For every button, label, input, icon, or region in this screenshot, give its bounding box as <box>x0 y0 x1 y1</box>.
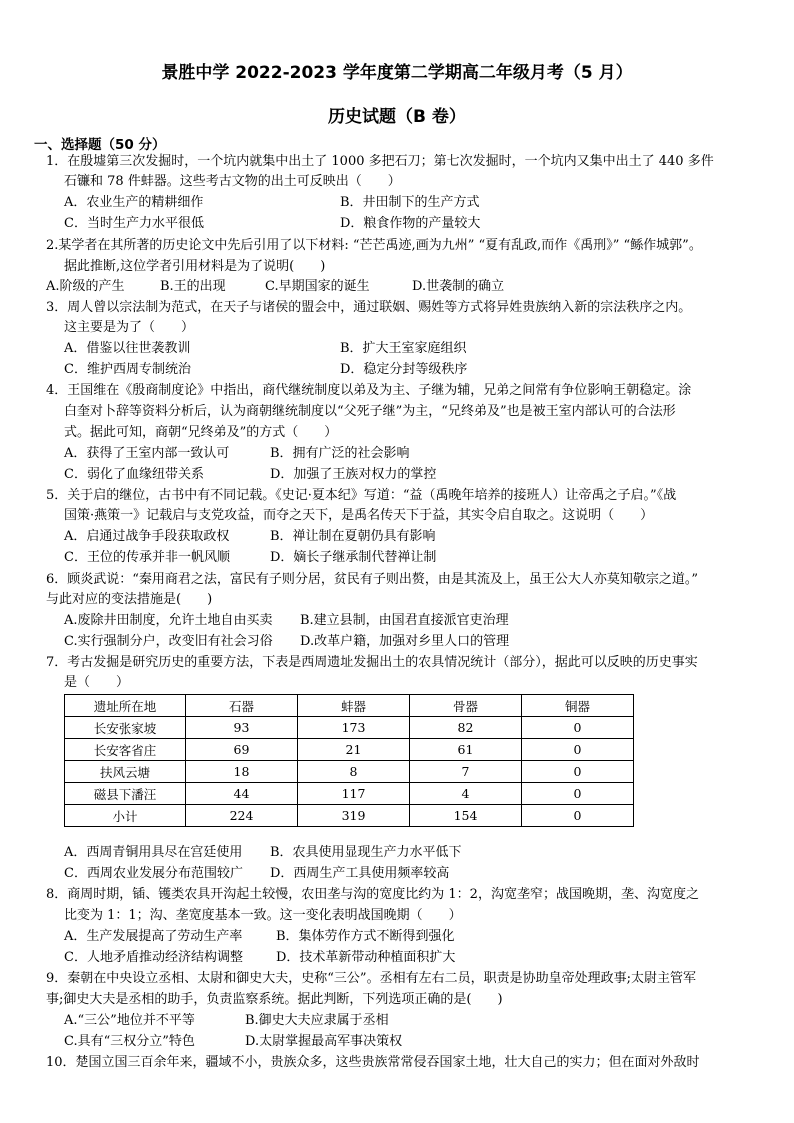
q7-option-c: C．西周农业发展分布范围较广 <box>64 866 243 881</box>
q6-option-b: B.建立县制，由国君直接派官吏治理 <box>300 613 509 628</box>
table-cell: 61 <box>410 739 522 761</box>
q6-stem-line2: 与此对应的变法措施是( ) <box>46 592 213 607</box>
table-cell: 18 <box>186 761 298 783</box>
table-cell: 0 <box>522 805 634 827</box>
q5-stem-line1: 5．关于启的继位，古书中有不同记载。《史记·夏本纪》写道：“益（禹晚年培养的接班人）让帝禹之子启。”《战 <box>46 488 677 503</box>
q8-stem-line1: 8．商周时期，锸、镬类农具开沟起土较慢，农田垄与沟的宽度比约为 1：2，沟宽垄窄；战国晚期，垄、沟宽度之 <box>46 887 699 902</box>
table-cell: 扶风云塘 <box>65 761 186 783</box>
table-cell: 长安张家坡 <box>65 717 186 739</box>
q5-option-d: D．嫡长子继承制代替禅让制 <box>270 550 437 565</box>
q7-option-b: B．农具使用显现生产力水平低下 <box>270 845 462 860</box>
q2-stem-line2: 据此推断,这位学者引用材料是为了说明( ) <box>64 259 326 274</box>
table-cell: 4 <box>410 783 522 805</box>
table-row <box>65 761 634 783</box>
q7-data-table <box>64 694 634 827</box>
q5-stem-line2: 国策·燕策一》记载启与支党攻益，而夺之天下，是禹名传天下于益，其实令启自取之。这说明（ ） <box>64 508 654 523</box>
q3-option-b: B．扩大王室家庭组织 <box>340 341 467 356</box>
q7-stem-line2: 是（ ） <box>64 675 130 690</box>
q9-option-b: B.御史大夫应隶属于丞相 <box>245 1013 389 1028</box>
q9-option-a: A.“三公”地位并不平等 <box>64 1013 195 1028</box>
q1-stem-line2: 石镰和 78 件蚌器。这些考古文物的出土可反映出（ ） <box>64 174 401 189</box>
q6-option-d: D.改革户籍，加强对乡里人口的管理 <box>300 634 510 649</box>
table-header-cell: 遗址所在地 <box>65 695 186 717</box>
q8-option-b: B．集体劳作方式不断得到强化 <box>276 929 455 944</box>
q1-stem-line1: 1．在殷墟第三次发掘时，一个坑内就集中出土了 1000 多把石刀；第七次发掘时，一个坑内又集中出土了 440 多件 <box>46 154 714 169</box>
table-cell: 0 <box>522 761 634 783</box>
q2-option-a: A.阶级的产生 <box>46 279 125 294</box>
q6-stem-line1: 6．顾炎武说：“秦用商君之法，富民有子则分居，贫民有子则出赘，由是其流及上，虽王公大人亦莫知敬宗之道。” <box>46 572 699 587</box>
table-cell: 0 <box>522 717 634 739</box>
q6-option-c: C.实行强制分户，改变旧有社会习俗 <box>64 634 273 649</box>
table-cell: 磁县下潘汪 <box>65 783 186 805</box>
q10-stem-line1: 10．楚国立国三百余年来，疆域不小，贵族众多，这些贵族常常侵吞国家土地，壮大自己的实力；但在面对外敌时 <box>46 1055 700 1070</box>
q4-option-a: A．获得了王室内部一致认可 <box>64 446 230 461</box>
q3-option-d: D．稳定分封等级秩序 <box>340 362 468 377</box>
q8-option-d: D．技术革新带动种植面积扩大 <box>276 950 456 965</box>
q5-option-b: B．禅让制在夏朝仍具有影响 <box>270 529 436 544</box>
table-cell: 7 <box>410 761 522 783</box>
q2-option-b: B.王的出现 <box>160 279 226 294</box>
q4-stem-line1: 4．王国维在《殷商制度论》中指出，商代继统制度以弟及为主、子继为辅，兄弟之间常有争位影响王朝稳定。涂 <box>46 383 692 398</box>
table-row <box>65 805 634 827</box>
table-cell: 0 <box>522 783 634 805</box>
table-cell: 8 <box>298 761 410 783</box>
q9-stem-line1: 9．秦朝在中央设立丞相、太尉和御史大夫，史称“三公”。丞相有左右二员，职责是协助皇帝处理政事;太尉主管军 <box>46 971 696 986</box>
q9-stem-line2: 事;御史大夫是丞相的助手，负责监察系统。据此判断，下列选项正确的是( ) <box>46 992 503 1007</box>
q5-option-c: C．王位的传承并非一帆风顺 <box>64 550 230 565</box>
table-header-cell: 铜器 <box>522 695 634 717</box>
q8-stem-line2: 比变为 1：1；沟、垄宽度基本一致。这一变化表明战国晚期（ ） <box>64 908 462 923</box>
q9-option-d: D.太尉掌握最高军事决策权 <box>245 1034 403 1049</box>
q3-option-c: C．维护西周专制统治 <box>64 362 191 377</box>
section-heading: 一、选择题（50 分） <box>34 137 166 153</box>
table-header-cell: 蚌器 <box>298 695 410 717</box>
q2-stem-line1: 2.某学者在其所著的历史论文中先后引用了以下材料: “芒芒禹迹,画为九州” “夏有乱政,而作《禹刑》” “鲧作城郭”。 <box>46 238 702 253</box>
table-cell: 0 <box>522 739 634 761</box>
table-row <box>65 739 634 761</box>
q1-option-d: D．粮食作物的产量较大 <box>340 216 481 231</box>
table-cell: 21 <box>298 739 410 761</box>
table-header-row <box>65 695 634 717</box>
q4-option-c: C．弱化了血缘纽带关系 <box>64 467 204 482</box>
q2-option-c: C.早期国家的诞生 <box>265 279 370 294</box>
q8-option-c: C．人地矛盾推动经济结构调整 <box>64 950 243 965</box>
q4-stem-line2: 白奎对卜辞等资料分析后，认为商朝继统制度以“父死子继”为主，“兄终弟及”也是被王室内部认可的合法形 <box>64 404 676 419</box>
q1-option-a: A．农业生产的精耕细作 <box>64 195 204 210</box>
q4-stem-line3: 式。据此可知，商朝“兄终弟及”的方式（ ） <box>64 425 338 440</box>
table-cell: 82 <box>410 717 522 739</box>
table-cell: 小计 <box>65 805 186 827</box>
q3-stem-line1: 3．周人曾以宗法制为范式，在天子与诸侯的盟会中，通过联姻、赐姓等方式将异姓贵族纳入新的宗法秩序之内。 <box>46 300 692 315</box>
q2-option-d: D.世袭制的确立 <box>412 279 505 294</box>
q4-option-d: D．加强了王族对权力的掌控 <box>270 467 437 482</box>
q1-option-c: C．当时生产力水平很低 <box>64 216 204 231</box>
q1-option-b: B．井田制下的生产方式 <box>340 195 480 210</box>
exam-title: 景胜中学 2022-2023 学年度第二学期高二年级月考（5 月） <box>161 63 633 83</box>
table-header-cell: 石器 <box>186 695 298 717</box>
table-cell: 44 <box>186 783 298 805</box>
table-cell: 69 <box>186 739 298 761</box>
q3-stem-line2: 这主要是为了（ ） <box>64 320 195 335</box>
table-cell: 长安客省庄 <box>65 739 186 761</box>
exam-subtitle: 历史试题（B 卷） <box>328 107 466 127</box>
q7-option-a: A．西周青铜用具尽在宫廷使用 <box>64 845 243 860</box>
q9-option-c: C.具有“三权分立”特色 <box>64 1034 195 1049</box>
q5-option-a: A．启通过战争手段获取政权 <box>64 529 230 544</box>
q3-option-a: A．借鉴以往世袭教训 <box>64 341 191 356</box>
table-cell: 117 <box>298 783 410 805</box>
table-row <box>65 717 634 739</box>
q6-option-a: A.废除井田制度，允许土地自由买卖 <box>64 613 273 628</box>
table-cell: 154 <box>410 805 522 827</box>
table-cell: 319 <box>298 805 410 827</box>
q7-option-d: D．西周生产工具使用频率较高 <box>270 866 450 881</box>
q7-stem-line1: 7．考古发掘是研究历史的重要方法，下表是西周遗址发掘出土的农具情况统计（部分），据此可以反映的历史事实 <box>46 655 698 670</box>
table-row <box>65 783 634 805</box>
table-cell: 173 <box>298 717 410 739</box>
q4-option-b: B．拥有广泛的社会影响 <box>270 446 410 461</box>
table-header-cell: 骨器 <box>410 695 522 717</box>
q8-option-a: A．生产发展提高了劳动生产率 <box>64 929 243 944</box>
table-cell: 93 <box>186 717 298 739</box>
table-cell: 224 <box>186 805 298 827</box>
